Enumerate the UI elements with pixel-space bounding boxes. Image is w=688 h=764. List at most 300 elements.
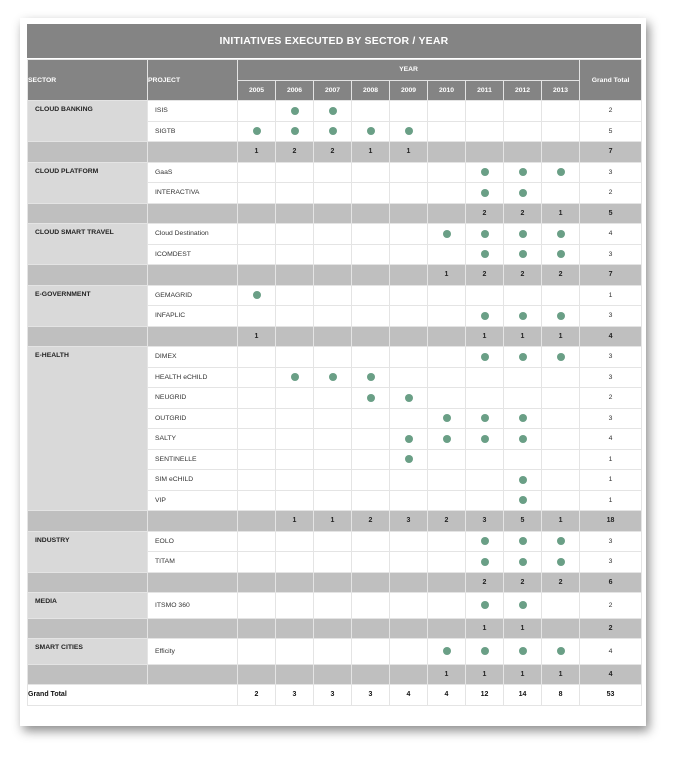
year-cell — [238, 285, 276, 306]
project-total: 2 — [580, 388, 642, 409]
sector-label: MEDIA — [28, 593, 148, 619]
subtotal-value: 1 — [466, 618, 504, 639]
year-cell — [238, 224, 276, 245]
active-dot-icon — [405, 127, 413, 135]
year-cell — [466, 347, 504, 368]
year-cell — [542, 347, 580, 368]
active-dot-icon — [291, 373, 299, 381]
year-cell — [276, 224, 314, 245]
year-cell — [504, 101, 542, 122]
year-header: YEAR — [238, 60, 580, 81]
year-cell — [238, 183, 276, 204]
year-cell — [276, 183, 314, 204]
year-cell — [238, 408, 276, 429]
subtotal-spacer — [148, 664, 238, 685]
year-cell — [390, 244, 428, 265]
active-dot-icon — [519, 496, 527, 504]
year-cell — [238, 347, 276, 368]
project-total: 3 — [580, 162, 642, 183]
year-cell — [542, 183, 580, 204]
project-total: 3 — [580, 306, 642, 327]
subtotal-value: 2 — [466, 265, 504, 286]
year-cell — [276, 531, 314, 552]
year-cell — [428, 285, 466, 306]
year-cell — [504, 593, 542, 619]
subtotal-value — [276, 326, 314, 347]
year-cell — [314, 183, 352, 204]
subtotal-value: 2 — [542, 265, 580, 286]
active-dot-icon — [481, 353, 489, 361]
year-cell — [428, 490, 466, 511]
year-cell — [276, 593, 314, 619]
subtotal-row — [28, 203, 642, 224]
year-cell — [314, 101, 352, 122]
year-cell — [390, 408, 428, 429]
year-cell — [352, 101, 390, 122]
subtotal-value — [276, 203, 314, 224]
year-cell — [314, 388, 352, 409]
grand-total-value: 3 — [352, 685, 390, 706]
year-cell — [238, 388, 276, 409]
year-cell — [504, 470, 542, 491]
year-cell — [504, 244, 542, 265]
year-cell — [466, 285, 504, 306]
year-cell — [504, 552, 542, 573]
subtotal-spacer — [28, 664, 148, 685]
subtotal-value: 1 — [238, 326, 276, 347]
year-cell — [428, 101, 466, 122]
year-cell — [542, 470, 580, 491]
year-cell — [466, 408, 504, 429]
year-cell — [504, 224, 542, 245]
subtotal-value: 5 — [504, 511, 542, 532]
subtotal-value: 1 — [542, 326, 580, 347]
subtotal-value: 1 — [238, 142, 276, 163]
project-header: PROJECT — [148, 60, 238, 101]
active-dot-icon — [557, 230, 565, 238]
project-label: SALTY — [148, 429, 238, 450]
year-cell — [542, 244, 580, 265]
subtotal-spacer — [148, 142, 238, 163]
year-cell — [504, 388, 542, 409]
year-cell — [238, 639, 276, 665]
subtotal-value — [276, 664, 314, 685]
subtotal-total: 4 — [580, 664, 642, 685]
active-dot-icon — [519, 250, 527, 258]
active-dot-icon — [291, 127, 299, 135]
year-column-header: 2005 — [238, 80, 276, 101]
year-cell — [504, 162, 542, 183]
year-cell — [314, 470, 352, 491]
subtotal-row — [28, 664, 642, 685]
subtotal-value: 2 — [352, 511, 390, 532]
year-cell — [352, 639, 390, 665]
year-cell — [428, 244, 466, 265]
active-dot-icon — [557, 537, 565, 545]
subtotal-value — [352, 326, 390, 347]
active-dot-icon — [519, 537, 527, 545]
subtotal-value — [276, 265, 314, 286]
subtotal-value: 1 — [504, 326, 542, 347]
active-dot-icon — [519, 647, 527, 655]
year-cell — [276, 367, 314, 388]
year-cell — [466, 429, 504, 450]
grand-total-row — [28, 685, 642, 706]
year-cell — [276, 388, 314, 409]
project-label: EOLO — [148, 531, 238, 552]
project-total: 2 — [580, 593, 642, 619]
year-cell — [314, 639, 352, 665]
grand-total-value: 14 — [504, 685, 542, 706]
year-cell — [314, 347, 352, 368]
subtotal-total: 18 — [580, 511, 642, 532]
year-cell — [238, 121, 276, 142]
year-cell — [238, 162, 276, 183]
subtotal-spacer — [148, 511, 238, 532]
subtotal-spacer — [28, 203, 148, 224]
year-cell — [390, 306, 428, 327]
year-cell — [428, 552, 466, 573]
year-cell — [466, 470, 504, 491]
year-cell — [314, 244, 352, 265]
subtotal-value — [428, 618, 466, 639]
year-cell — [542, 162, 580, 183]
project-label: INFAPLIC — [148, 306, 238, 327]
project-label: SIGTB — [148, 121, 238, 142]
year-cell — [466, 552, 504, 573]
year-cell — [504, 408, 542, 429]
year-cell — [390, 490, 428, 511]
project-total: 3 — [580, 347, 642, 368]
year-cell — [352, 306, 390, 327]
grand-total-value: 3 — [276, 685, 314, 706]
active-dot-icon — [481, 435, 489, 443]
year-column-header: 2012 — [504, 80, 542, 101]
year-cell — [542, 552, 580, 573]
year-cell — [390, 183, 428, 204]
subtotal-value: 1 — [428, 664, 466, 685]
year-cell — [276, 490, 314, 511]
year-cell — [352, 367, 390, 388]
active-dot-icon — [557, 168, 565, 176]
project-total: 3 — [580, 244, 642, 265]
active-dot-icon — [519, 312, 527, 320]
active-dot-icon — [519, 558, 527, 566]
table-body — [28, 101, 642, 706]
subtotal-value — [390, 326, 428, 347]
active-dot-icon — [481, 230, 489, 238]
subtotal-value — [238, 664, 276, 685]
year-cell — [542, 531, 580, 552]
year-cell — [504, 429, 542, 450]
year-cell — [276, 552, 314, 573]
year-cell — [238, 101, 276, 122]
project-total: 1 — [580, 490, 642, 511]
subtotal-value — [390, 572, 428, 593]
year-cell — [390, 639, 428, 665]
year-cell — [352, 388, 390, 409]
project-total: 1 — [580, 285, 642, 306]
year-cell — [390, 101, 428, 122]
year-cell — [542, 429, 580, 450]
table-row — [28, 285, 642, 306]
subtotal-value: 1 — [276, 511, 314, 532]
subtotal-value — [428, 326, 466, 347]
sector-label: CLOUD PLATFORM — [28, 162, 148, 203]
year-cell — [542, 101, 580, 122]
year-cell — [390, 449, 428, 470]
project-total: 4 — [580, 429, 642, 450]
subtotal-row — [28, 326, 642, 347]
year-cell — [428, 449, 466, 470]
year-cell — [238, 449, 276, 470]
subtotal-total: 7 — [580, 142, 642, 163]
subtotal-value — [390, 203, 428, 224]
year-cell — [390, 593, 428, 619]
active-dot-icon — [405, 455, 413, 463]
year-cell — [314, 408, 352, 429]
active-dot-icon — [481, 250, 489, 258]
active-dot-icon — [519, 414, 527, 422]
year-cell — [466, 490, 504, 511]
project-label: INTERACTIVA — [148, 183, 238, 204]
grand-total-header: Grand Total — [580, 60, 642, 101]
grand-total-value: 8 — [542, 685, 580, 706]
year-cell — [504, 367, 542, 388]
year-cell — [314, 531, 352, 552]
subtotal-value — [314, 203, 352, 224]
year-cell — [504, 285, 542, 306]
subtotal-value: 3 — [466, 511, 504, 532]
subtotal-value — [238, 203, 276, 224]
active-dot-icon — [367, 373, 375, 381]
subtotal-value — [428, 572, 466, 593]
sector-label: SMART CITIES — [28, 639, 148, 665]
year-cell — [428, 429, 466, 450]
project-label: HEALTH eCHILD — [148, 367, 238, 388]
table-row — [28, 224, 642, 245]
subtotal-value: 2 — [504, 572, 542, 593]
subtotal-value: 1 — [466, 664, 504, 685]
year-column-header: 2006 — [276, 80, 314, 101]
active-dot-icon — [405, 394, 413, 402]
year-cell — [352, 244, 390, 265]
year-cell — [428, 388, 466, 409]
subtotal-value — [504, 142, 542, 163]
year-cell — [466, 367, 504, 388]
subtotal-value — [542, 142, 580, 163]
year-column-header: 2010 — [428, 80, 466, 101]
grand-total-value: 12 — [466, 685, 504, 706]
year-cell — [390, 429, 428, 450]
year-cell — [314, 593, 352, 619]
year-cell — [314, 224, 352, 245]
year-cell — [314, 490, 352, 511]
year-cell — [390, 224, 428, 245]
year-cell — [276, 101, 314, 122]
subtotal-total: 7 — [580, 265, 642, 286]
year-cell — [542, 224, 580, 245]
subtotal-value — [352, 664, 390, 685]
project-total: 2 — [580, 183, 642, 204]
project-label: ITSMO 360 — [148, 593, 238, 619]
report-sheet — [20, 18, 646, 726]
year-cell — [238, 367, 276, 388]
table-row — [28, 593, 642, 619]
project-total: 4 — [580, 224, 642, 245]
grand-total-value: 3 — [314, 685, 352, 706]
subtotal-value — [352, 203, 390, 224]
year-cell — [504, 639, 542, 665]
year-cell — [352, 490, 390, 511]
subtotal-value — [238, 572, 276, 593]
subtotal-spacer — [148, 572, 238, 593]
sector-header: SECTOR — [28, 60, 148, 101]
active-dot-icon — [519, 168, 527, 176]
project-label: TITAM — [148, 552, 238, 573]
subtotal-spacer — [28, 572, 148, 593]
year-cell — [504, 531, 542, 552]
active-dot-icon — [481, 537, 489, 545]
subtotal-spacer — [28, 265, 148, 286]
grand-total-value: 4 — [428, 685, 466, 706]
year-column-header: 2008 — [352, 80, 390, 101]
subtotal-value — [390, 265, 428, 286]
subtotal-value: 2 — [466, 572, 504, 593]
year-cell — [238, 470, 276, 491]
project-label: ICOMDEST — [148, 244, 238, 265]
year-cell — [390, 552, 428, 573]
year-cell — [276, 162, 314, 183]
project-total: 1 — [580, 449, 642, 470]
year-cell — [276, 429, 314, 450]
year-cell — [466, 183, 504, 204]
table-row — [28, 531, 642, 552]
subtotal-value: 1 — [466, 326, 504, 347]
active-dot-icon — [519, 230, 527, 238]
subtotal-spacer — [28, 142, 148, 163]
subtotal-value: 2 — [504, 265, 542, 286]
year-cell — [428, 224, 466, 245]
year-cell — [314, 285, 352, 306]
subtotal-value: 1 — [542, 664, 580, 685]
year-cell — [352, 121, 390, 142]
year-cell — [352, 531, 390, 552]
year-cell — [504, 183, 542, 204]
year-cell — [238, 306, 276, 327]
year-cell — [390, 347, 428, 368]
year-cell — [390, 367, 428, 388]
active-dot-icon — [481, 601, 489, 609]
year-cell — [542, 408, 580, 429]
subtotal-row — [28, 511, 642, 532]
subtotal-total: 6 — [580, 572, 642, 593]
year-cell — [504, 490, 542, 511]
year-cell — [314, 449, 352, 470]
table-row — [28, 162, 642, 183]
active-dot-icon — [519, 476, 527, 484]
subtotal-value — [542, 618, 580, 639]
subtotal-value — [466, 142, 504, 163]
subtotal-value — [352, 572, 390, 593]
project-label: SIM eCHILD — [148, 470, 238, 491]
subtotal-value: 1 — [504, 618, 542, 639]
sector-label: E-GOVERNMENT — [28, 285, 148, 326]
subtotal-value — [238, 511, 276, 532]
subtotal-value: 1 — [542, 511, 580, 532]
year-cell — [428, 306, 466, 327]
project-label: NEUGRID — [148, 388, 238, 409]
year-cell — [428, 531, 466, 552]
year-cell — [466, 244, 504, 265]
year-cell — [428, 593, 466, 619]
sector-label: CLOUD BANKING — [28, 101, 148, 142]
year-cell — [276, 470, 314, 491]
year-column-header: 2013 — [542, 80, 580, 101]
active-dot-icon — [291, 107, 299, 115]
year-cell — [352, 224, 390, 245]
year-cell — [352, 470, 390, 491]
year-cell — [428, 162, 466, 183]
active-dot-icon — [481, 189, 489, 197]
year-cell — [352, 285, 390, 306]
year-cell — [428, 408, 466, 429]
year-cell — [390, 121, 428, 142]
active-dot-icon — [481, 168, 489, 176]
subtotal-spacer — [28, 511, 148, 532]
active-dot-icon — [519, 601, 527, 609]
year-cell — [352, 593, 390, 619]
year-cell — [314, 121, 352, 142]
subtotal-spacer — [148, 326, 238, 347]
subtotal-row — [28, 265, 642, 286]
project-total: 2 — [580, 101, 642, 122]
active-dot-icon — [557, 312, 565, 320]
table-row — [28, 639, 642, 665]
subtotal-value — [238, 618, 276, 639]
subtotal-spacer — [28, 618, 148, 639]
subtotal-spacer — [148, 265, 238, 286]
subtotal-value — [276, 572, 314, 593]
subtotal-value: 2 — [428, 511, 466, 532]
project-label: GEMAGRID — [148, 285, 238, 306]
year-cell — [352, 162, 390, 183]
year-cell — [428, 367, 466, 388]
year-cell — [466, 162, 504, 183]
year-cell — [390, 531, 428, 552]
year-cell — [238, 244, 276, 265]
grand-total-value: 4 — [390, 685, 428, 706]
year-cell — [314, 429, 352, 450]
active-dot-icon — [557, 647, 565, 655]
year-cell — [390, 388, 428, 409]
year-cell — [428, 639, 466, 665]
year-cell — [238, 531, 276, 552]
table-row — [28, 101, 642, 122]
year-cell — [466, 639, 504, 665]
grand-total-label: Grand Total — [28, 685, 238, 706]
active-dot-icon — [443, 414, 451, 422]
year-cell — [314, 306, 352, 327]
subtotal-value: 1 — [390, 142, 428, 163]
sector-label: E-HEALTH — [28, 347, 148, 511]
grand-total-value: 2 — [238, 685, 276, 706]
active-dot-icon — [557, 353, 565, 361]
active-dot-icon — [329, 127, 337, 135]
active-dot-icon — [367, 394, 375, 402]
year-cell — [390, 162, 428, 183]
active-dot-icon — [519, 353, 527, 361]
